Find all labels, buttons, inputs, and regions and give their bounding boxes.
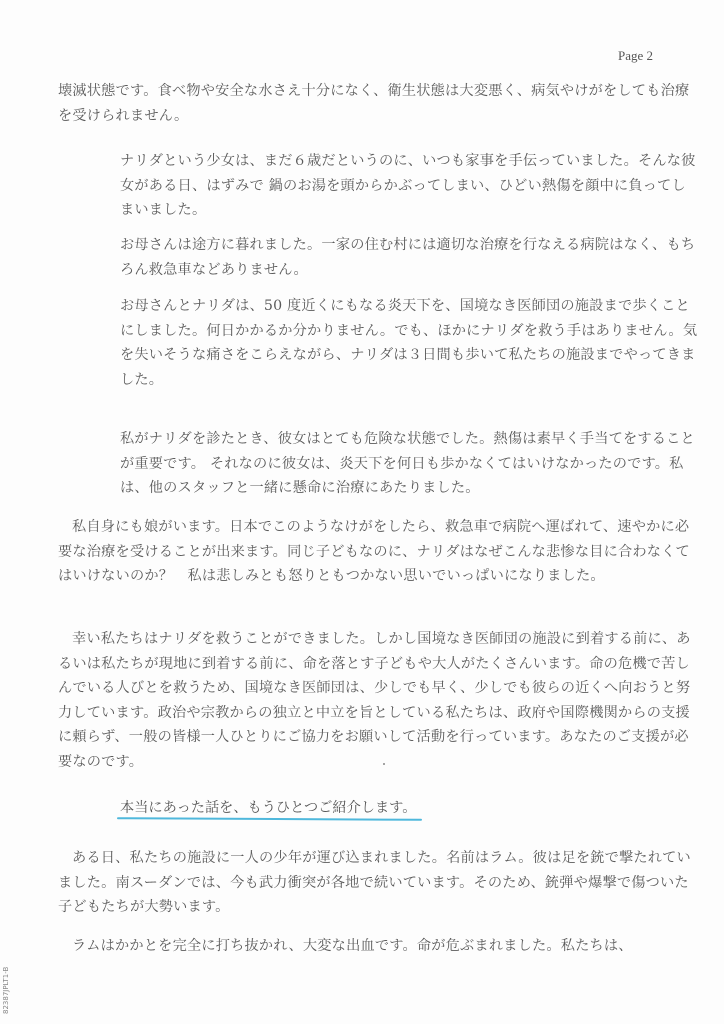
paragraph-ram-1: ある日、私たちの施設に一人の少年が運び込まれました。名前はラム。彼は足を銃で撃たれていました。南スーダンでは、今も武力衝突が各地で続いています。そのため、銃弾や爆撃で傷ついた子どもたちが大勢います。 [58,850,691,915]
paragraph-story-3: お母さんとナリダは、50 度近くにもなる炎天下を、国境なき医師団の施設まで歩くことにしました。何日かかるか分かりません。でも、ほかにナリダを救う手はありません。気を失いそうな痛さをこらえながら、ナリダは３日間も歩いて私たちの施設までやってきました。 [120,298,698,388]
paragraph-support: 幸い私たちはナリダを救うことができました。しかし国境なき医師団の施設に到着する前に、あるいは私たちが現地に到着する前に、命を落とす子どもや大人がたくさんいます。命の危機で苦しんでいる人びとを救うため、国境なき医師団は、少しでも早く、少しでも彼らの近くへ向おうと努力しています。政治や宗教からの独立と中立を旨としている私たちは、政府や国際機関からの支援に頼らず、一般の皆様一人ひとりにご協力をお願いして活動を行っています。あなたのご支援が必要なのです。 [58,631,691,770]
highlighter-underline [117,817,422,821]
page-number: Page 2 [618,48,654,63]
paragraph-daughter: 私自身にも娘がいます。日本でこのようなけがをしたら、救急車で病院へ運ばれて、速やかに必要な治療を受けることが出来ます。同じ子どもなのに、ナリダはなぜこんな悲惨な目に合わなくてはいけないのか？ 私は悲しみとも怒りともつかない思いでいっぱいになりました。 [58,519,690,584]
paragraph-story-2: お母さんは途方に暮れました。一家の住む村には適切な治療を行なえる病院はなく、もちろん救急車などありません。 [120,237,696,278]
paragraph-ram-2: ラムはかかとを完全に打ち抜かれ、大変な出血です。命が危ぶまれました。私たちは、 [72,938,633,954]
paragraph-story-1: ナリダという少女は、まだ６歳だというのに、いつも家事を手伝っていました。そんな彼女がある日、はずみで 鍋のお湯を頭からかぶってしまい、ひどい熱傷を顔中に負ってしまいました。 [120,153,696,218]
paragraph-intro: 壊滅状態です。食べ物や安全な水さえ十分になく、衛生状態は大変悪く、病気やけがをしても治療を受けられません。 [58,83,690,124]
highlighted-sentence: 本当にあった話を、もうひとつご紹介します。 [120,800,417,816]
paragraph-story-4: 私がナリダを診たとき、彼女はとても危険な状態でした。熱傷は素早く手当てをすることが重要です。 それなのに彼女は、炎天下を何日も歩かなくてはいけなかったのです。私は、他のスタッフと一緒に懸命に治療にあたりました。 [120,431,695,496]
stray-mark [383,763,385,765]
document-code: 82387JPLT1-B [2,966,10,1014]
